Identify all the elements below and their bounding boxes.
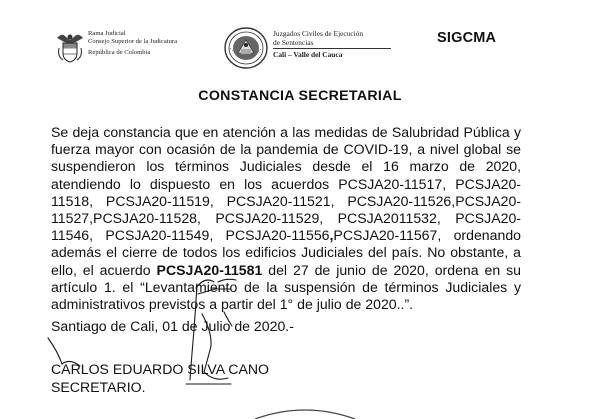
body-text-part2: PCSJA20-11567, ordenando además el cierre de todos los edificios Judiciales del país. No obstante, a ello, el acuerdo	[51, 227, 521, 278]
rama-line2: Consejo Superior de la Judicatura	[88, 38, 177, 46]
system-label: SIGCMA	[437, 30, 497, 46]
rama-line3: República de Colombia	[88, 48, 151, 56]
colombia-coat-of-arms-icon	[54, 30, 86, 64]
body-text-part3: del 27 de junio de 2020, ordena en su artículo 1. el “Levantamiento de la suspensión de términos Judiciales y administrativos previstos a partir del 1° de julio de 2020..”.	[51, 261, 521, 313]
document-header	[0, 0, 600, 80]
body-bold-acuerdo: PCSJA20-11581	[156, 261, 263, 278]
body-text-part1: Se deja constancia que en atención a las medidas de Salubridad Pública y fuerza mayor con ocasión de la pandemia de COVID-19, a nivel global se suspendieron los términos Judiciales desde el 16 marzo de 2020, atendiendo lo dispuesto en los acuerdos PCSJA20-11517, PCSJA20-11518, PCSJA20-11519, PCSJA20-11521, PCSJA20-11526,PCSJA20-11527,PCSJA20-11528, PCSJA20-11529, PCSJA2011532, PCSJA20-11546, PCSJA20-11549, PCSJA20-11556	[51, 124, 521, 244]
juzgados-seal-icon	[224, 26, 268, 70]
juzgados-divider	[273, 48, 391, 49]
juzgados-line3: Cali – Valle del Cauca	[273, 50, 343, 59]
signer-role: SECRETARIO.	[51, 379, 146, 395]
place-date: Santiago de Cali, 01 de Julio de 2020.-	[51, 318, 294, 334]
document-title: CONSTANCIA SECRETARIAL	[198, 88, 402, 104]
constancia-body	[51, 124, 521, 313]
juzgados-line1: Juzgados Civiles de Ejecución	[273, 29, 364, 38]
signer-name: CARLOS EDUARDO SILVA CANO	[51, 361, 269, 377]
juzgados-line2: de Sentencias	[273, 38, 314, 47]
body-bold-comma: ,	[329, 227, 334, 244]
bottom-stamp-edge	[245, 405, 365, 419]
rama-line1: Rama Judicial	[88, 30, 126, 37]
rama-judicial-text	[88, 30, 177, 57]
juzgados-text	[273, 29, 391, 59]
